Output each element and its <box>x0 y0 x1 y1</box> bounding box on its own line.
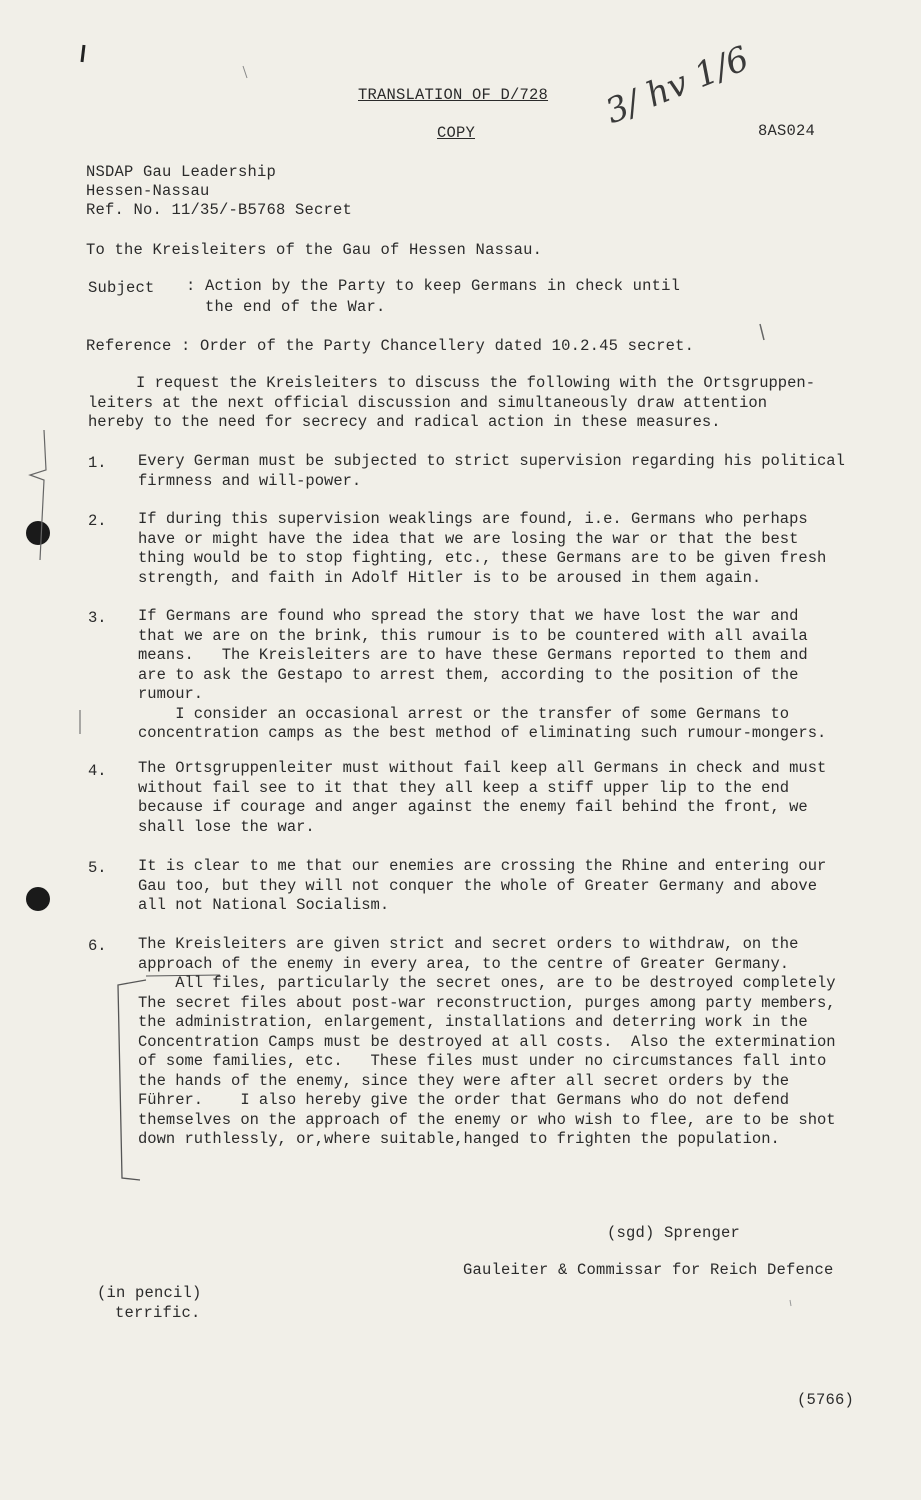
signature-sgd: (sgd) Sprenger <box>607 1224 741 1242</box>
copy-label: COPY <box>437 124 476 142</box>
subject-label: Subject <box>88 279 155 297</box>
signature-title: Gauleiter & Commissar for Reich Defence <box>463 1261 834 1279</box>
item-number-4: 4. <box>88 762 107 780</box>
pencil-note-label: (in pencil) <box>97 1284 202 1302</box>
subject-line-1: : Action by the Party to keep Germans in check until <box>186 277 681 295</box>
intro-paragraph: I request the Kreisleiters to discuss the following with the Ortsgruppen- leiters at the next official discussion and simultaneously draw attention hereby to the need for secrecy and radical action in these measures. <box>88 374 816 431</box>
sender-line-2: Hessen-Nassau <box>86 182 210 200</box>
item-5-text: It is clear to me that our enemies are crossing the Rhine and entering our Gau too, but they will not conquer the whole of Greater Germany and above all not National Socialism. <box>138 857 827 914</box>
item-4-text: The Ortsgruppenleiter must without fail keep all Germans in check and must without fail see to it that they all keep a stiff upper lip to the end because if courage and anger against the enemy fail behind the front, we shall lose the war. <box>138 759 827 836</box>
item-number-1: 1. <box>88 454 107 472</box>
reference-line: Reference : Order of the Party Chancellery dated 10.2.45 secret. <box>86 337 695 355</box>
sender-line-1: NSDAP Gau Leadership <box>86 163 277 181</box>
item-number-2: 2. <box>88 512 107 530</box>
subject-line-2: the end of the War. <box>205 298 386 316</box>
addressee: To the Kreisleiters of the Gau of Hessen Nassau. <box>86 241 543 259</box>
item-1-text: Every German must be subjected to strict supervision regarding his political firmness and will-power. <box>138 452 845 490</box>
item-number-6: 6. <box>88 937 107 955</box>
pencil-note-text: terrific. <box>115 1304 201 1322</box>
sender-line-3: Ref. No. 11/35/-B5768 Secret <box>86 201 353 219</box>
item-number-5: 5. <box>88 859 107 877</box>
item-6-text: The Kreisleiters are given strict and secret orders to withdraw, on the approach of the enemy in every area, to the centre of Greater Germany. All files, particularly the secret ones, are to be destroyed completely The secret files about post-war reconstruction, purges among party members, the administration, enlargement, installations and deterring work in the Concentration Camps must be destroyed at all costs. Also the extermination of some families, etc. These files must under no circumstances fall into the hands of the enemy, since they were after all secret orders by the Führer. I also hereby give the order that Germans who do not defend themselves on the approach of the enemy or who wish to flee, are to be shot down ruthlessly, or,where suitable,hanged to frighten the population. <box>138 935 836 1148</box>
document-title: TRANSLATION OF D/728 <box>358 86 549 104</box>
handwritten-initials: 3/ hv 1/6 <box>600 38 755 133</box>
reference-code: 8AS024 <box>758 122 816 140</box>
item-2-text: If during this supervision weaklings are found, i.e. Germans who perhaps have or might have the idea that we are losing the war or that the best thing would be to stop fighting, etc., these Germans are to be given fresh strength, and faith in Adolf Hitler is to be aroused in them again. <box>138 510 827 587</box>
item-number-3: 3. <box>88 609 107 627</box>
page-number: (5766) <box>797 1391 855 1409</box>
item-3-text: If Germans are found who spread the story that we have lost the war and that we are on the brink, this rumour is to be countered with all availa means. The Kreisleiters are to have these Germans reported to them and are to ask the Gestapo to arrest them, according to the position of the rumour. I consider an occasional arrest or the transfer of some Germans to concentration camps as the best method of eliminating such rumour-mongers. <box>138 607 827 742</box>
